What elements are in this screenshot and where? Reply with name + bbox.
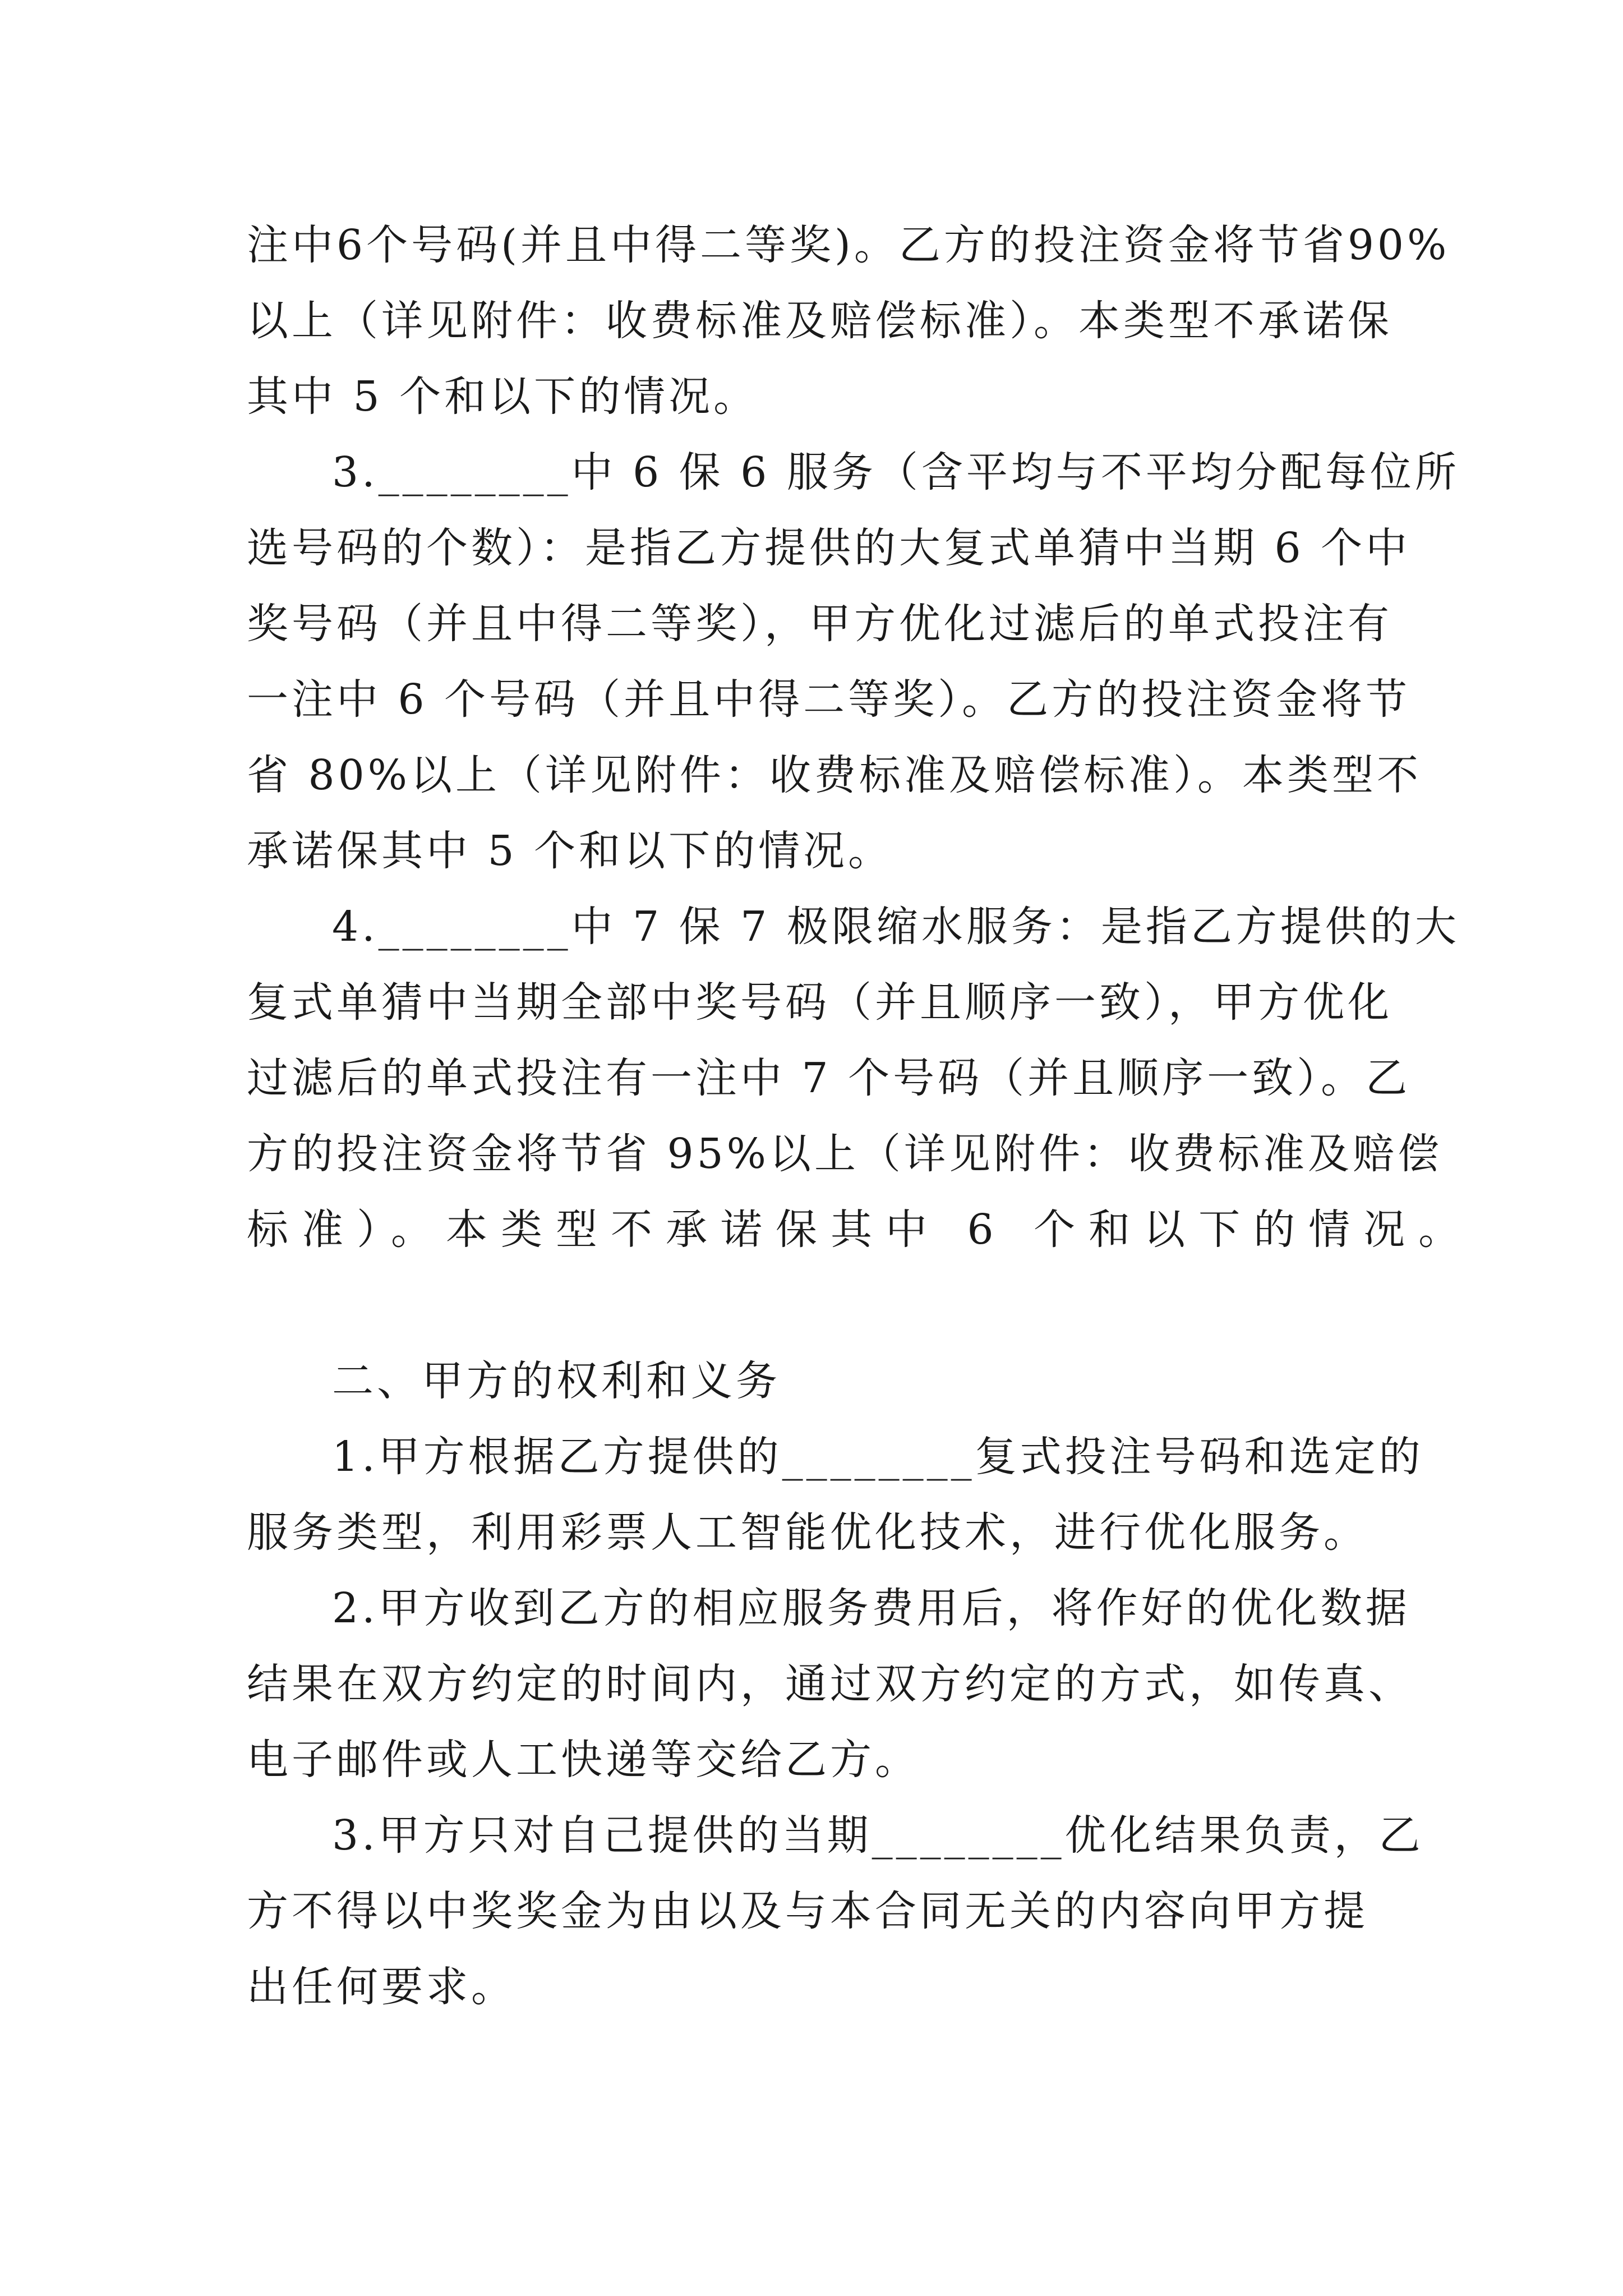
section-heading: 二、甲方的权利和义务: [332, 1357, 781, 1405]
clause-3-line: 3.________中 6 保 6 服务（含平均与不平均分配每位所: [332, 448, 1460, 496]
text-line: 其中 5 个和以下的情况。: [247, 372, 759, 421]
text-line: 奖号码（并且中得二等奖），甲方优化过滤后的单式投注有: [247, 600, 1393, 648]
clause-4-line: 4.________中 7 保 7 极限缩水服务：是指乙方提供的大: [332, 903, 1460, 951]
text-line: 一注中 6 个号码（并且中得二等奖）。乙方的投注资金将节: [247, 675, 1411, 724]
text-line: 承诺保其中 5 个和以下的情况。: [247, 827, 893, 875]
clause-2-line: 2.甲方收到乙方的相应服务费用后，将作好的优化数据: [332, 1584, 1410, 1632]
text-line: 方的投注资金将节省 95%以上（详见附件：收费标准及赔偿: [247, 1130, 1442, 1178]
text-line: 以上（详见附件：收费标准及赔偿标准）。本类型不承诺保: [247, 297, 1393, 345]
clause-3b-line: 3.甲方只对自己提供的当期________优化结果负责，乙: [332, 1811, 1424, 1860]
text-line: 复式单猜中当期全部中奖号码（并且顺序一致），甲方优化: [247, 978, 1393, 1027]
text-line: 省 80%以上（详见附件：收费标准及赔偿标准）。本类型不: [247, 751, 1422, 799]
text-line: 方不得以中奖奖金为由以及与本合同无关的内容向甲方提: [247, 1887, 1368, 1935]
clause-1-line: 1.甲方根据乙方提供的________复式投注号码和选定的: [332, 1433, 1424, 1481]
text-line: 电子邮件或人工快递等交给乙方。: [247, 1736, 920, 1784]
text-line: 注中6个号码(并且中得二等奖)。乙方的投注资金将节省90%: [247, 221, 1450, 269]
text-line: 出任何要求。: [247, 1963, 516, 2011]
text-line: 服务类型，利用彩票人工智能优化技术，进行优化服务。: [247, 1508, 1368, 1557]
text-line: 标准）。本类型不承诺保其中 6 个和以下的情况。: [247, 1205, 1474, 1254]
text-line: 过滤后的单式投注有一注中 7 个号码（并且顺序一致）。乙: [247, 1054, 1411, 1102]
text-line: 结果在双方约定的时间内，通过双方约定的方式，如传真、: [247, 1660, 1413, 1708]
text-line: 选号码的个数）：是指乙方提供的大复式单猜中当期 6 个中: [247, 524, 1411, 572]
